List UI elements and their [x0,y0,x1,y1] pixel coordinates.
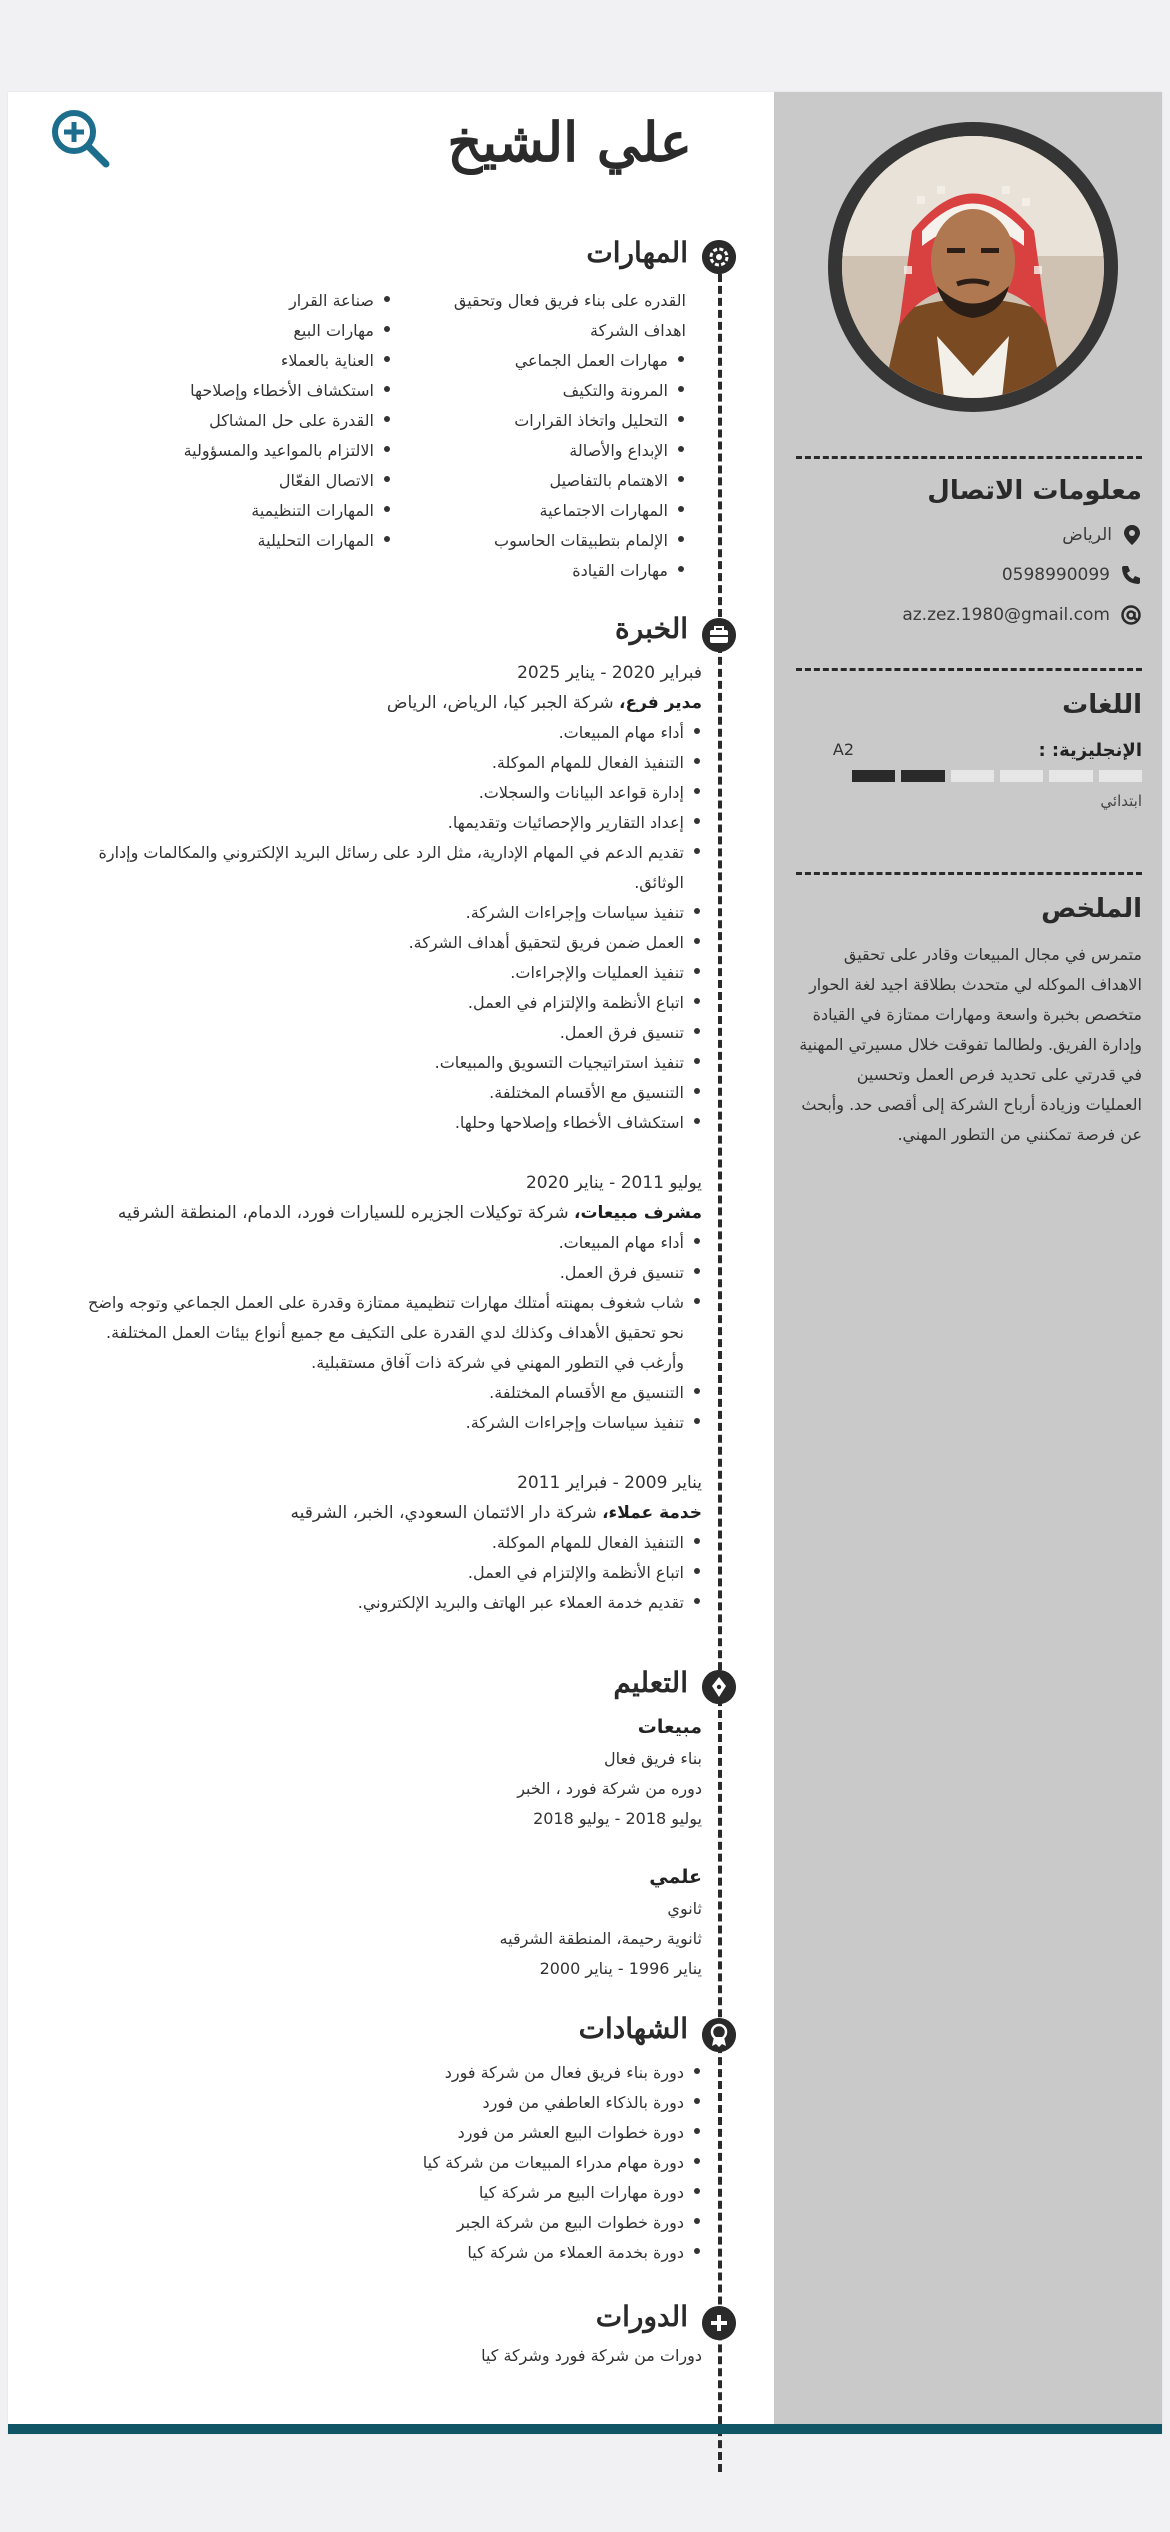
profile-photo-illustration [842,136,1104,398]
language-level-segment [951,770,994,782]
language-level-segment [1000,770,1043,782]
job-task: التنفيذ الفعال للمهام الموكلة. [62,748,702,778]
summary-paragraph: متمرس في مجال المبيعات وقادر على تحقيق الاهداف الموكله لي متحدث بطلاقة اجيد لغة الحوار [809,945,1142,994]
certificates-block [423,2058,702,2268]
contact-phone[interactable]: 0598990099 [1001,565,1110,585]
skills-column-2 [152,286,392,556]
job-task: اتباع الأنظمة والإلتزام في العمل. [62,988,702,1018]
job-task: التنفيذ الفعال للمهام الموكلة. [62,1528,702,1558]
courses-section-title: الدورات [595,2300,688,2333]
education-line: ثانوي [667,1899,702,1918]
skill-item: الإلمام بتطبيقات الحاسوب [416,526,686,556]
job-task: تقديم الدعم في المهام الإدارية، مثل الرد على رسائل البريد الإلكتروني والمكالمات وإدارة الوثائق. [62,838,702,898]
language-level-segment [1049,770,1092,782]
language-level-segment [852,770,895,782]
education-line: يوليو 2018 - يوليو 2018 [533,1809,702,1828]
job-company: شركة توكيلات الجزيره للسيارات فورد، الدمام، المنطقة الشرقيه [117,1203,574,1223]
summary-text [796,940,1142,1150]
courses-text: دورات من شركة فورد وشركة كيا [481,2346,702,2365]
job-task: تنسيق فرق العمل. [62,1018,702,1048]
job-company: شركة الجبر كيا، الرياض، الرياض [386,693,619,713]
language-level-segment [1099,770,1142,782]
skill-item: استكشاف الأخطاء وإصلاحها [152,376,392,406]
job-task: التنسيق مع الأقسام المختلفة. [62,1078,702,1108]
person-name: علي الشيخ [447,110,692,174]
certificate-item: دورة بالذكاء العاطفي من فورد [423,2088,702,2118]
job-role-line [62,688,702,718]
skill-item: مهارات العمل الجماعي [416,346,686,376]
job-task: اتباع الأنظمة والإلتزام في العمل. [62,1558,702,1588]
location-pin-icon [1122,524,1142,546]
pen-nib-icon [702,1670,736,1704]
certificate-item: دورة خطوات البيع من شركة الجبر [423,2208,702,2238]
job-role: مشرف مبيعات، [574,1203,702,1223]
language-level-segment [901,770,944,782]
language-level-bar [852,770,1142,782]
skill-item: المهارات التحليلية [152,526,392,556]
job-role: خدمة عملاء، [602,1503,702,1523]
skill-item: الاتصال الفعّال [152,466,392,496]
education-section-title: التعليم [613,1666,688,1699]
certificates-list [423,2058,702,2268]
certificates-section-title: الشهادات [578,2012,688,2045]
resume-page [8,92,1162,2434]
job-task: أداء مهام المبيعات. [62,718,702,748]
job-task: إعداد التقارير والإحصائيات وتقديمها. [62,808,702,838]
timeline-line [718,262,722,2472]
skills-column-1 [416,286,686,586]
phone-icon [1120,564,1142,586]
skill-item: التحليل واتخاذ القرارات [416,406,686,436]
job-task: شاب شغوف بمهنته أمتلك مهارات تنظيمية ممتازة وقدرة على العمل الجماعي وتوجه واضح نحو تحقيق الأهداف وكذلك لدي القدرة على التكيف مع جميع أنواع بيئات العمل المختلفة. وأرغب في التطور المهني في شركة ذات آفاق مستقبلية. [62,1288,702,1378]
certificate-item: دورة بناء فريق فعال من شركة فورد [423,2058,702,2088]
skill-item: صناعة القرار [152,286,392,316]
certificate-item: دورة مهارات البيع مر شركة كيا [423,2178,702,2208]
job-task: تنفيذ استراتيجيات التسويق والمبيعات. [62,1048,702,1078]
job-tasks [62,718,702,1138]
job-1 [62,658,702,1138]
skill-item: القدرة على حل المشاكل [152,406,392,436]
award-icon [702,2018,736,2052]
skill-item: العناية بالعملاء [152,346,392,376]
skill-item: المهارات التنظيمية [152,496,392,526]
skill-item: المرونة والتكيف [416,376,686,406]
job-task: استكشاف الأخطاء وإصلاحها وحلها. [62,1108,702,1138]
resume-sidebar [774,92,1162,2424]
briefcase-icon [702,618,736,652]
language-name: الإنجليزية: : [1038,740,1142,761]
education-item-2 [500,1860,702,1984]
education-line: يناير 1996 - يناير 2000 [539,1959,702,1978]
summary-paragraph: متخصص بخبرة واسعة ومهارات ممتازة في القيادة وإدارة الفريق. ولطالما تفوقت خلال مسيرتي المهنية في قدرتي على تحديد فرص العمل وتحسين العمليات وزيادة أرباح الشركة إلى أقصى حد. وأبحث عن فرصة تمكنني من التطور المهني. [799,1005,1142,1144]
contact-email-row [796,600,1142,630]
certificate-item: دورة بخدمة العملاء من شركة كيا [423,2238,702,2268]
job-task: العمل ضمن فريق لتحقيق أهداف الشركة. [62,928,702,958]
skill-item: المهارات الاجتماعية [416,496,686,526]
profile-photo [842,136,1104,398]
job-task: أداء مهام المبيعات. [62,1228,702,1258]
certificate-item: دورة خطوات البيع العشر من فورد [423,2118,702,2148]
skills-list-1 [416,346,686,586]
job-role-line [62,1198,702,1228]
skill-item: القدره على بناء فريق فعال وتحقيق اهداف الشركة [453,291,686,340]
job-tasks [62,1528,702,1618]
job-task: تنفيذ العمليات والإجراءات. [62,958,702,988]
skill-item: مهارات القيادة [416,556,686,586]
job-dates: يوليو 2011 - يناير 2020 [525,1173,702,1193]
certificate-item: دورة مهام مدراء المبيعات من شركة كيا [423,2148,702,2178]
job-task: تنفيذ سياسات وإجراءات الشركة. [62,1408,702,1438]
plus-icon [702,2306,736,2340]
job-2 [62,1168,702,1438]
job-dates: يناير 2009 - فبراير 2011 [517,1473,702,1493]
contact-location-row [796,520,1142,550]
skill-item: الاهتمام بالتفاصيل [416,466,686,496]
at-icon [1120,604,1142,626]
settings-icon [702,240,736,274]
experience-section-title: الخبرة [615,612,688,645]
contact-phone-row [796,560,1142,590]
job-tasks [62,1228,702,1438]
language-level-code: A2 [832,740,854,759]
contact-section-title: معلومات الاتصال [927,476,1142,506]
sidebar-separator [796,668,1142,671]
skills-section-title: المهارات [586,236,688,269]
job-company: شركة دار الائتمان السعودي، الخبر، الشرقيه [290,1503,603,1523]
sidebar-separator [796,456,1142,459]
contact-location: الرياض [1062,525,1112,545]
bottom-accent-bar [8,2424,1162,2434]
job-3 [62,1468,702,1618]
language-level-text: ابتدائي [1100,792,1142,810]
education-line: ثانوية رحيمة، المنطقة الشرقيه [499,1929,702,1948]
contact-email[interactable]: az.zez.1980@gmail.com [902,605,1110,625]
job-task: إدارة قواعد البيانات والسجلات. [62,778,702,808]
job-task: تنفيذ سياسات وإجراءات الشركة. [62,898,702,928]
job-task: تقديم خدمة العملاء عبر الهاتف والبريد الإلكتروني. [62,1588,702,1618]
languages-section-title: اللغات [1062,690,1142,720]
job-task: التنسيق مع الأقسام المختلفة. [62,1378,702,1408]
education-field: علمي [649,1866,702,1888]
skill-item: مهارات البيع [152,316,392,346]
education-line: بناء فريق فعال [604,1749,702,1768]
job-dates: فبراير 2020 - يناير 2025 [517,663,702,683]
job-task: تنسيق فرق العمل. [62,1258,702,1288]
education-line: دوره من شركة فورد ، الخبر [517,1779,702,1798]
job-role: مدير فرع، [619,693,702,713]
job-role-line [62,1498,702,1528]
sidebar-separator [796,872,1142,875]
skill-item: الإبداع والأصالة [416,436,686,466]
zoom-in-icon[interactable] [48,106,112,170]
skills-list-2 [152,286,392,556]
education-item-1 [517,1710,702,1834]
summary-section-title: الملخص [1041,894,1142,924]
education-field: مبيعات [637,1716,702,1738]
skill-item: الالتزام بالمواعيد والمسؤولية [152,436,392,466]
